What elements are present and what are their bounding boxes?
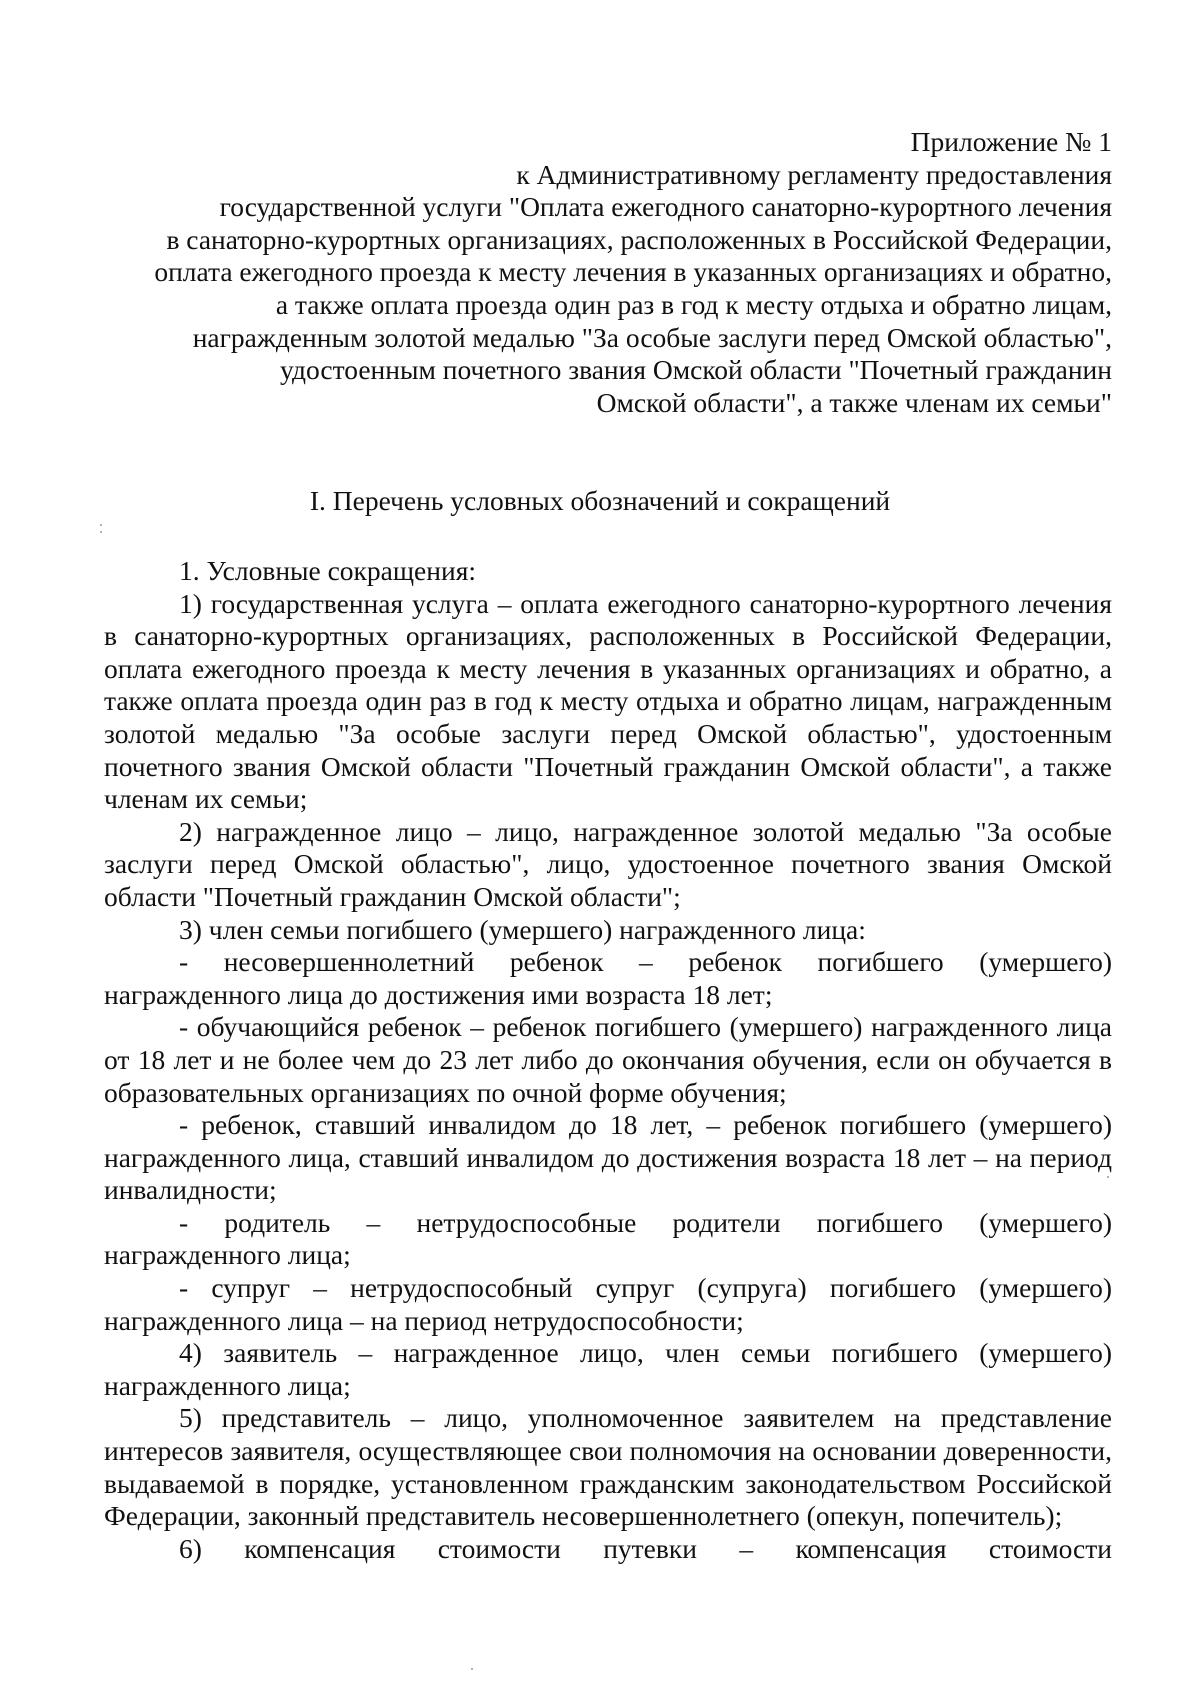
paragraph: 6) компенсация стоимости путевки – компенсация стоимости xyxy=(179,1532,1112,1564)
header-line: в санаторно-курортных организациях, расположенных в Российской Федерации, xyxy=(166,223,1112,255)
header-line: к Административному регламенту предоставления xyxy=(516,158,1112,190)
paragraph: - обучающийся ребенок – ребенок погибшего (умершего) награжденного лица от 18 лет и не более чем до 23 лет либо до окончания обучения, если он обучается в образовательных организациях по очной форме обучения; xyxy=(104,1011,1112,1108)
scan-artifact xyxy=(100,524,102,526)
paragraph: 4) заявитель – награжденное лицо, член семьи погибшего (умершего) награжденного лица; xyxy=(104,1337,1112,1401)
scan-artifact xyxy=(1107,1176,1109,1178)
header-line: награжденным золотой медалью "За особые заслуги перед Омской областью", xyxy=(192,321,1112,353)
paragraph: - несовершеннолетний ребенок – ребенок погибшего (умершего) награжденного лица до достижения ими возраста 18 лет; xyxy=(104,946,1112,1010)
scan-artifact xyxy=(471,1668,473,1670)
paragraph: 1. Условные сокращения: xyxy=(179,555,476,586)
paragraph: - родитель – нетрудоспособные родители погибшего (умершего) награжденного лица; xyxy=(104,1206,1112,1271)
paragraph: 3) член семьи погибшего (умершего) награжденного лица: xyxy=(179,913,866,945)
header-line: оплата ежегодного проезда к месту лечения в указанных организациях и обратно, xyxy=(154,256,1112,288)
paragraph: - ребенок, ставший инвалидом до 18 лет, – ребенок погибшего (умершего) награжденного лица, ставший инвалидом до достижения возраста 18 лет – на период инвалидности; xyxy=(104,1109,1112,1206)
paragraph: 1) государственная услуга – оплата ежегодного санаторно-курортного лечения в санаторно-курортных организациях, расположенных в Российской Федерации, оплата ежегодного проезда к месту лечения в указанных организациях и обратно, а также оплата проезда один раз в год к месту отдыха и обратно лицам, награжденным золотой медалью "За особые заслуги перед Омской областью", удостоенным почетного звания Омской области "Почетный гражданин Омской области", а также членам их семьи; xyxy=(104,587,1112,815)
scan-artifact xyxy=(100,531,102,533)
paragraph: 2) награжденное лицо – лицо, награжденное золотой медалью "За особые заслуги перед Омской областью", лицо, удостоенное почетного звания Омской области "Почетный гражданин Омской области"; xyxy=(104,815,1112,912)
document-body xyxy=(104,555,1112,1565)
paragraph: 5) представитель – лицо, уполномоченное заявителем на представление интересов заявителя, осуществляющее свои полномочия на основании доверенности, выдаваемой в порядке, установленном гражданским законодательством Российской Федерации, законный представитель несовершеннолетнего (опекун, попечитель); xyxy=(104,1402,1112,1532)
header-line: Омской области", а также членам их семьи" xyxy=(596,386,1112,418)
header-line: а также оплата проезда один раз в год к месту отдыха и обратно лицам, xyxy=(275,288,1112,320)
header-line: государственной услуги "Оплата ежегодного санаторно-курортного лечения xyxy=(219,191,1112,223)
appendix-header xyxy=(112,126,1112,419)
section-title: I. Перечень условных обозначений и сокращений xyxy=(309,485,891,516)
paragraph: - супруг – нетрудоспособный супруг (супруга) погибшего (умершего) награжденного лица – на период нетрудоспособности; xyxy=(104,1272,1112,1336)
header-line: Приложение № 1 xyxy=(910,126,1112,157)
header-line: удостоенным почетного звания Омской области "Почетный гражданин xyxy=(279,354,1112,386)
